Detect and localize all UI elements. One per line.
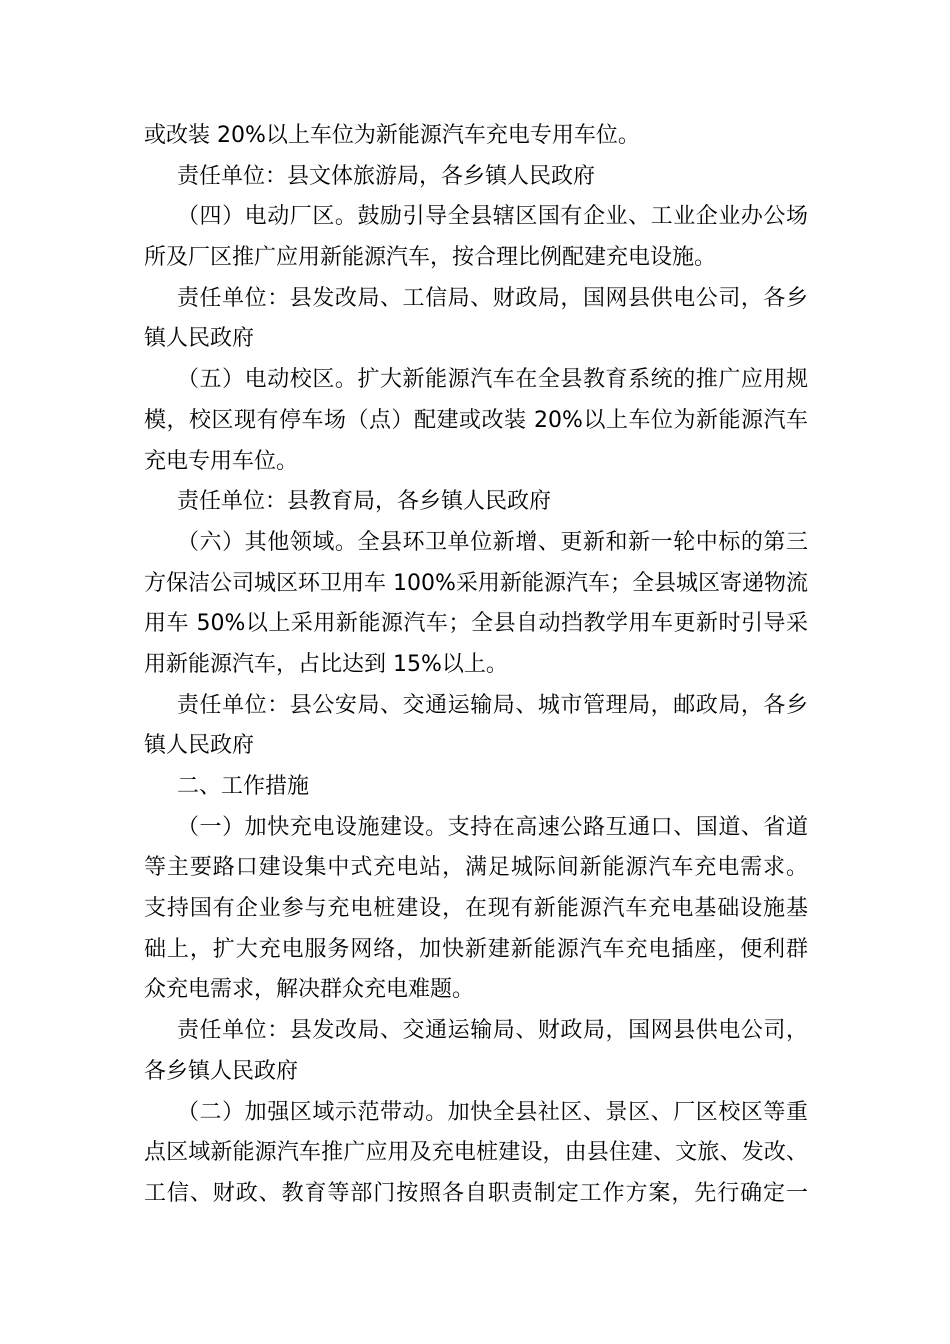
section-heading-line: （一）加快充电设施建设。支持在高速公路互通口、国道、省道 <box>177 814 808 840</box>
paragraph-line: 模，校区现有停车场（点）配建或改装 20%以上车位为新能源汽车 <box>144 407 808 433</box>
section-heading-line: （四）电动厂区。鼓励引导全县辖区国有企业、工业企业办公场 <box>177 204 808 230</box>
section-heading-line: （二）加强区域示范带动。加快全县社区、景区、厂区校区等重 <box>177 1099 808 1125</box>
paragraph-line: 充电专用车位。 <box>144 448 299 474</box>
section-heading-line: （六）其他领域。全县环卫单位新增、更新和新一轮中标的第三 <box>177 529 808 555</box>
responsible-unit-line: 责任单位：县公安局、交通运输局、城市管理局，邮政局，各乡 <box>177 692 808 718</box>
paragraph-line: 各乡镇人民政府 <box>144 1058 299 1084</box>
responsible-unit-line: 责任单位：县发改局、工信局、财政局，国网县供电公司，各乡 <box>177 285 808 311</box>
chapter-heading: 二、工作措施 <box>177 774 310 799</box>
paragraph-line: 方保洁公司城区环卫用车 100%采用新能源汽车；全县城区寄递物流 <box>144 570 808 596</box>
responsible-unit-line: 责任单位：县文体旅游局，各乡镇人民政府 <box>177 163 596 189</box>
paragraph-line: 工信、财政、教育等部门按照各自职责制定工作方案，先行确定一 <box>144 1180 808 1206</box>
document-body <box>144 116 824 1215</box>
paragraph-line: 用新能源汽车，占比达到 15%以上。 <box>144 651 508 677</box>
paragraph-line: 镇人民政府 <box>144 733 255 759</box>
paragraph-line: 用车 50%以上采用新能源汽车；全县自动挡教学用车更新时引导采 <box>144 611 808 637</box>
paragraph-line: 等主要路口建设集中式充电站，满足城际间新能源汽车充电需求。 <box>144 855 808 881</box>
paragraph-line: 点区域新能源汽车推广应用及充电桩建设，由县住建、文旅、发改、 <box>144 1140 808 1166</box>
paragraph-line: 或改装 20%以上车位为新能源汽车充电专用车位。 <box>144 123 640 148</box>
paragraph-line: 镇人民政府 <box>144 326 255 352</box>
paragraph-line: 础上，扩大充电服务网络，加快新建新能源汽车充电插座，便利群 <box>144 936 808 962</box>
section-heading-line: （五）电动校区。扩大新能源汽车在全县教育系统的推广应用规 <box>177 367 808 393</box>
responsible-unit-line: 责任单位：县教育局，各乡镇人民政府 <box>177 489 552 515</box>
paragraph-line: 支持国有企业参与充电桩建设，在现有新能源汽车充电基础设施基 <box>144 896 808 922</box>
paragraph-line: 众充电需求，解决群众充电难题。 <box>144 977 475 1003</box>
paragraph-line: 所及厂区推广应用新能源汽车，按合理比例配建充电设施。 <box>144 245 717 271</box>
responsible-unit-line: 责任单位：县发改局、交通运输局、财政局，国网县供电公司， <box>177 1018 808 1044</box>
